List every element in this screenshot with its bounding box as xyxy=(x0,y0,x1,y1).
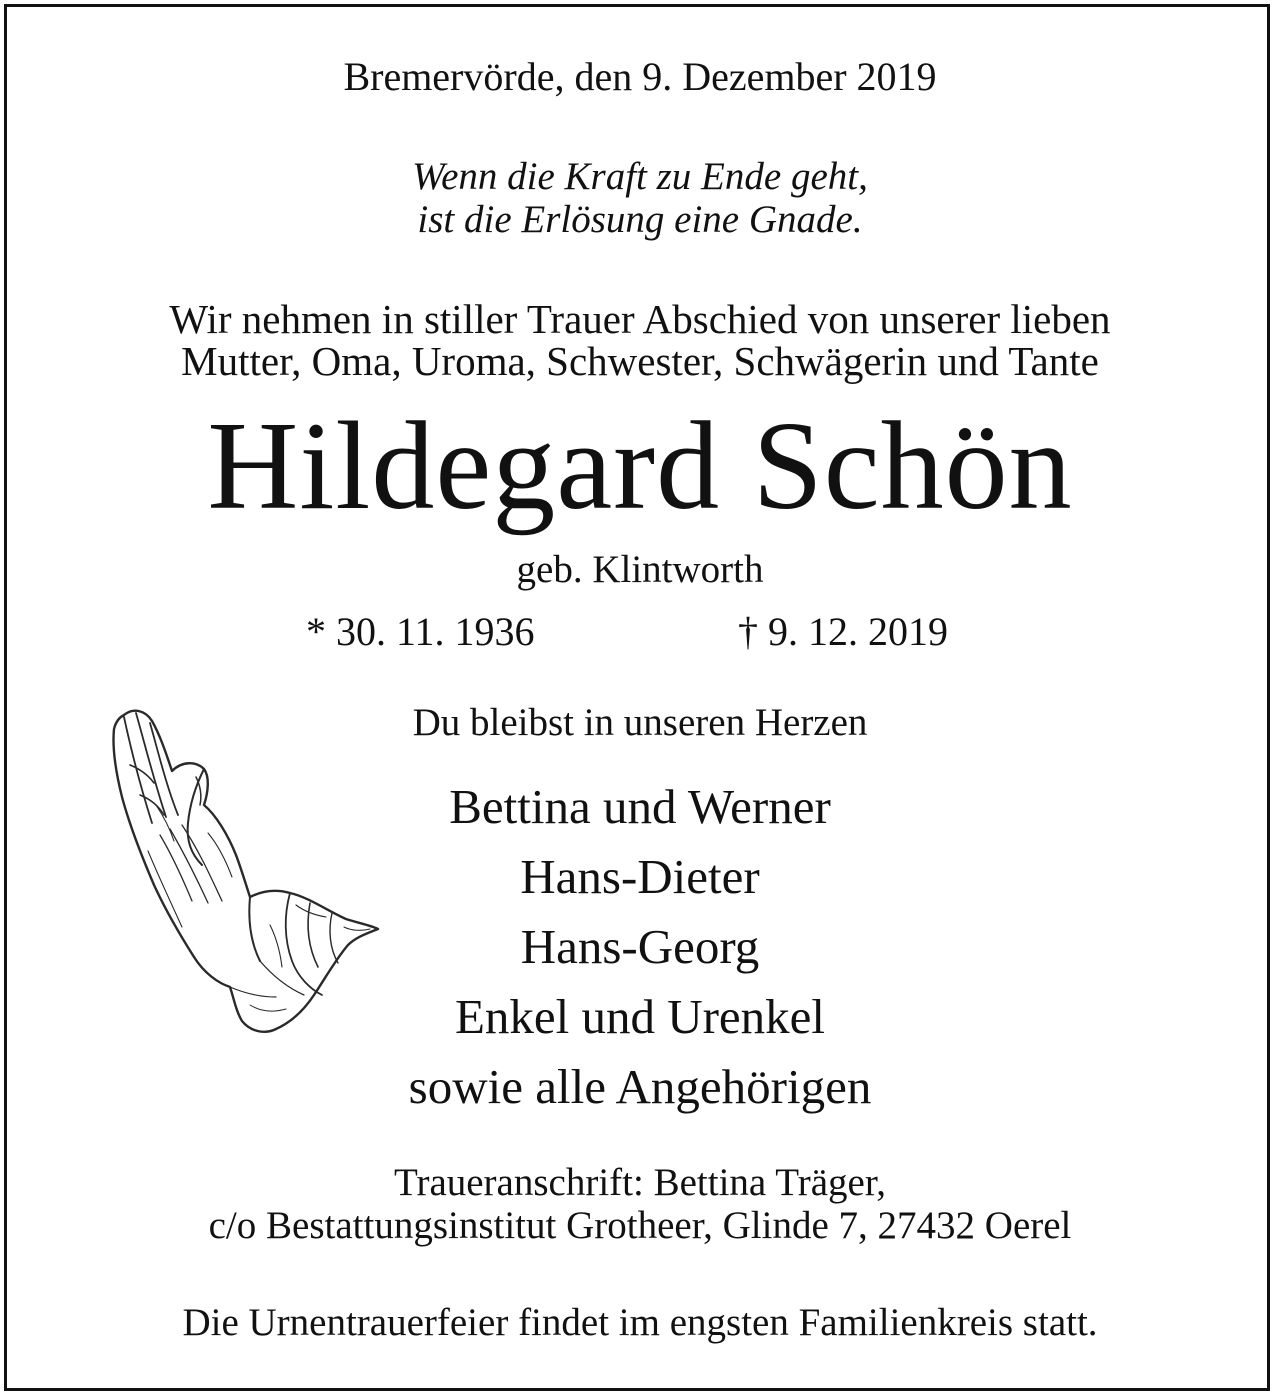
quote-line-2: ist die Erlösung eine Gnade. xyxy=(417,198,863,241)
mourning-address xyxy=(0,1161,1280,1247)
intro-text xyxy=(0,298,1280,382)
quote-line-1: Wenn die Kraft zu Ende geht, xyxy=(412,155,868,198)
mourner-item: Bettina und Werner xyxy=(449,779,831,834)
address-line-1: Traueranschrift: Bettina Träger, xyxy=(394,1161,886,1204)
mourner-item: sowie alle Angehörigen xyxy=(408,1059,872,1114)
birth-date: * 30. 11. 1936 xyxy=(306,609,535,654)
mourner-item: Hans-Dieter xyxy=(520,849,760,904)
death-date: † 9. 12. 2019 xyxy=(738,609,948,654)
intro-line-2: Mutter, Oma, Uroma, Schwester, Schwägerin und Tante xyxy=(181,338,1099,384)
service-note: Die Urnentrauerfeier findet im engsten Familienkreis statt. xyxy=(182,1301,1098,1344)
praying-hands-icon xyxy=(100,705,382,1035)
life-dates xyxy=(0,608,1280,654)
address-line-2: c/o Bestattungsinstitut Grotheer, Glinde 7, 27432 Oerel xyxy=(208,1204,1072,1247)
mourner-item: Hans-Georg xyxy=(520,919,760,974)
deceased-name: Hildegard Schön xyxy=(207,397,1073,536)
mourner-item: Enkel und Urenkel xyxy=(454,989,826,1044)
quote xyxy=(0,155,1280,241)
maiden-name: geb. Klintworth xyxy=(516,548,764,591)
place-date: Bremervörde, den 9. Dezember 2019 xyxy=(343,54,937,99)
intro-line-1: Wir nehmen in stiller Trauer Abschied von unserer lieben xyxy=(169,296,1111,342)
hearts-line: Du bleibst in unseren Herzen xyxy=(412,701,868,744)
